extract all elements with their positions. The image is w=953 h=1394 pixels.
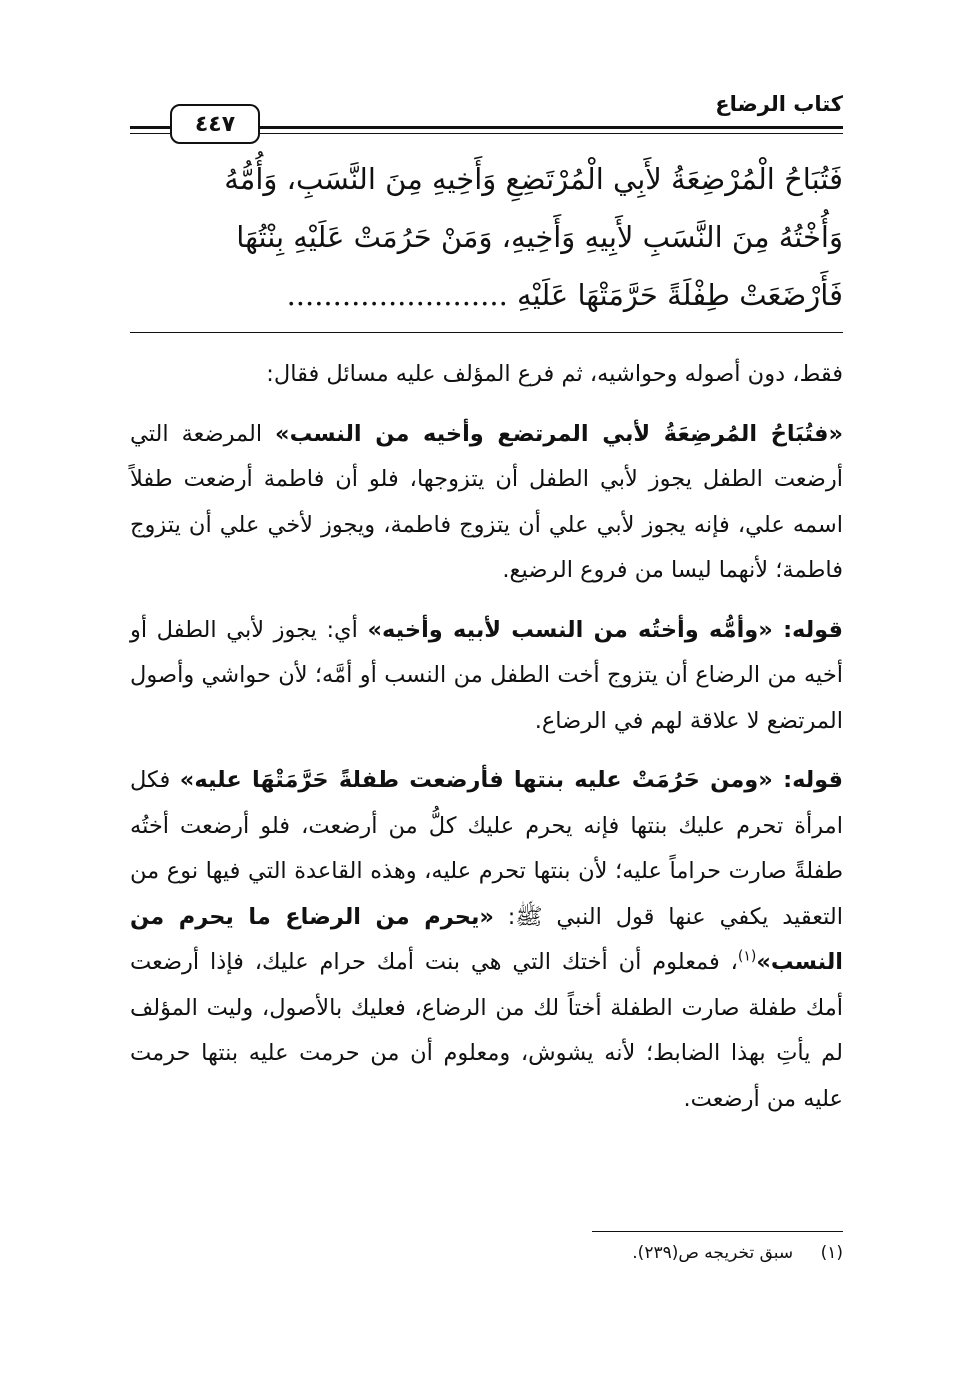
page-header (130, 92, 843, 152)
commentary (130, 352, 843, 1136)
quoted-matn: «فتُبَاحُ المُرضِعَةُ لأبي المرتضع وأخيه من النسب» (275, 420, 843, 447)
commentary-paragraph (130, 412, 843, 594)
footnote-number: (١) (820, 1243, 843, 1263)
footnote-reference[interactable]: (١) (737, 948, 757, 965)
paragraph-text: المرضعة التي أرضعت الطفل يجوز لأبي الطفل أن يتزوجها، فلو أن فاطمة أرضعت طفلاً اسمه علي، فإنه يجوز لأبي علي أن يتزوج فاطمة، ويجوز لأخي علي أن يتزوج فاطمة؛ لأنهما ليسا من فروع الرضيع. (130, 420, 843, 583)
commentary-paragraph (130, 758, 843, 1122)
quoted-matn: «ومن حَرُمَتْ عليه بنتها فأرضعت طفلةً حَرَّمَتْهَا عليه» (179, 767, 784, 793)
matn-line: فَتُبَاحُ الْمُرْضِعَةُ لأَبِي الْمُرْتَضِعِ وَأَخِيهِ مِنَ النَّسَبِ، وَأُمُّهُ (224, 162, 843, 196)
qawluhu-label: قوله: (783, 616, 843, 643)
paragraph-text: فكل امرأة تحرم عليك بنتها فإنه يحرم عليك كلُّ من أرضعت، فلو أرضعت أختُه طفلةً صارت حراماً عليه؛ لأن بنتها تحرم عليه، وهذه القاعدة التي فيها نوع من التعقيد يكفي عنها قول النبي ﷺ: (130, 767, 843, 930)
commentary-paragraph (130, 352, 843, 398)
page-number: ٤٤٧ (170, 104, 260, 144)
footnote-separator (592, 1231, 843, 1232)
matn-line: وَأُخْتُهُ مِنَ النَّسَبِ لأَبِيهِ وَأَخِيهِ، وَمَنْ حَرُمَتْ عَلَيْهِ بِنْتُهَا (236, 220, 843, 254)
qawluhu-label: قوله: (783, 767, 844, 793)
hadith-quote: «يحرم من الرضاع ما يحرم من النسب» (130, 903, 843, 975)
footnote-text: سبق تخريجه ص(٢٣٩). (632, 1243, 794, 1263)
footnote (500, 1243, 843, 1263)
matn-line: فَأَرْضَعَتْ طِفْلَةً حَرَّمَتْهَا عَلَيْهِ ........................ (286, 278, 843, 312)
matn-text (130, 150, 843, 324)
commentary-paragraph (130, 608, 843, 745)
paragraph-text: فقط، دون أصوله وحواشيه، ثم فرع المؤلف عليه مسائل فقال: (266, 361, 843, 387)
matn-separator (130, 332, 843, 333)
quoted-matn: «وأمُّه وأختُه من النسب لأبيه وأخيه» (367, 616, 784, 643)
paragraph-text: أي: يجوز لأبي الطفل أو أخيه من الرضاع أن يتزوج أخت الطفل من النسب أو أمَّه؛ لأن حواشي وأصول المرتضع لا علاقة لهم في الرضاع. (130, 616, 843, 734)
book-title: كتاب الرضاع (715, 92, 843, 116)
paragraph-text: ، فمعلوم أن أختك التي هي بنت أمك حرام عليك، فإذا أرضعت أمك طفلة صارت الطفلة أختاً لك من الرضاع، فعليك بالأصول، وليت المؤلف لم يأتِ بهذا الضابط؛ لأنه يشوش، ومعلوم أن من حرمت عليه بنتها حرمت عليه من أرضعت. (130, 949, 843, 1112)
